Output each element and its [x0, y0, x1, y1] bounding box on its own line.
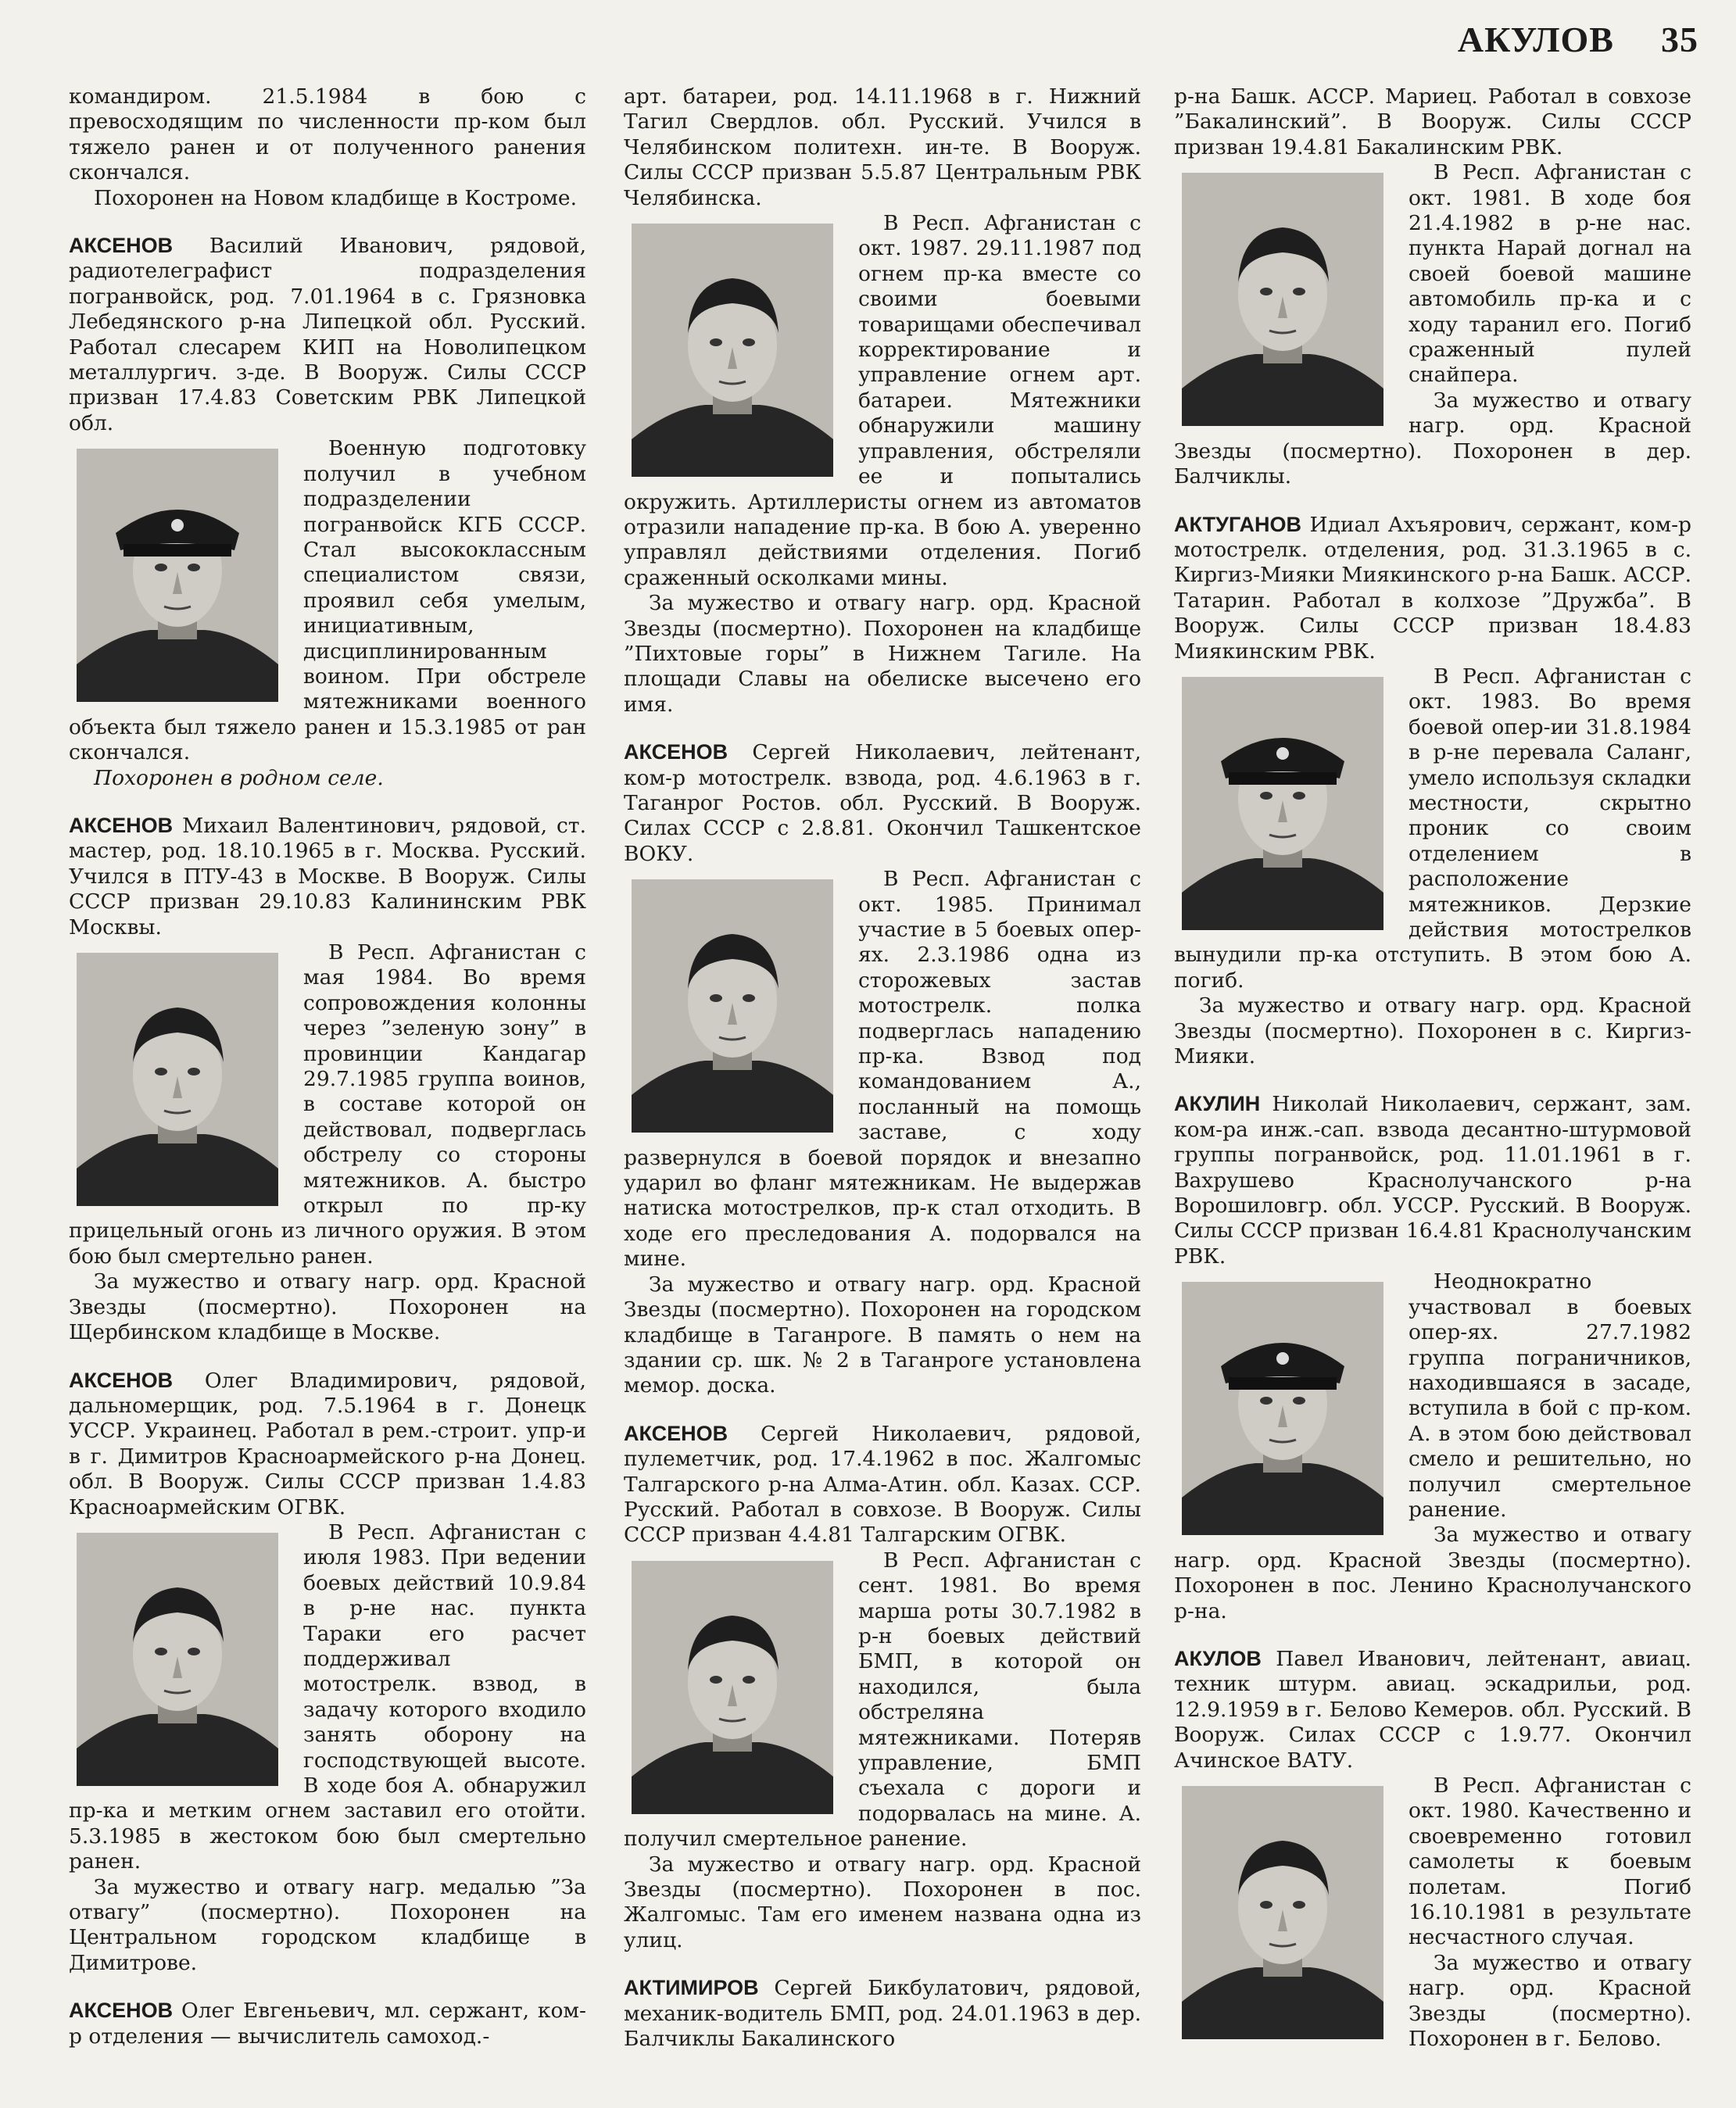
portrait-photo: [624, 871, 841, 1140]
paragraph: В Респ. Афганистан с сент. 1981. Во время марша роты 30.7.1982 в р-н боевых действий БМП, в которой он находился, была обстреляна мятежниками. Потеряв управление, БМП съехала с дороги и подорвалась на мине. А. получил смертельное ранение.: [624, 1548, 1141, 1852]
paragraph: В Респ. Афганистан с окт. 1981. В ходе боя 21.4.1982 в р-не нас. пункта Нарай догнал на своей боевой машине автомобиль пр-ка и с ходу таранил его. Погиб сраженный пулей снайпера.: [1408, 160, 1691, 388]
surname: АКУЛОВ: [1174, 1646, 1262, 1670]
paragraph: Военную подготовку получил в учебном подразделении погранвойск КГБ СССР. Стал высококлассным специалистом связи, проявил себя умелым, инициативным, дисциплинированным воином. При обстреле мятежниками военного объекта был тяжело ранен и 15.3.1985 от ран скончался.: [69, 436, 586, 765]
portrait-photo: [1174, 669, 1391, 938]
entry-lead-text: Михаил Валентинович, рядовой, ст. мастер, род. 18.10.1965 в г. Москва. Русский. Учился в ПТУ-43 в Москве. В Вооруж. Силы СССР призван 29.10.83 Калининским РВК Москвы.: [69, 813, 586, 939]
paragraph: За мужество и отвагу нагр. орд. Красной Звезды (посмертно). Похоронен на Щербинском кладбище в Москве.: [69, 1269, 586, 1345]
surname: АКСЕНОВ: [69, 813, 174, 837]
entry-akulin: [1174, 1091, 1691, 1624]
paragraph: За мужество и отвагу нагр. медалью ”За отвагу” (посмертно). Похоронен на Центральном городском кладбище в Димитрове.: [69, 1874, 586, 1975]
column-2: [624, 84, 1141, 2093]
surname: АКСЕНОВ: [69, 1999, 174, 2023]
entry-lead: [1174, 1091, 1691, 1269]
entry-aksenov-oleg-e: [69, 1998, 586, 2049]
paragraph: В Респ. Афганистан с окт. 1980. Качественно и своевременно готовил самолеты к боевым полетам. Погиб 16.10.1981 в результате несчастного случая.: [1408, 1773, 1691, 1950]
paragraph: За мужество и отвагу нагр. орд. Красной Звезды (посмертно). Похоронен на городском кладбище в Таганроге. В память о нем на здании ср. шк. № 2 в Таганроге установлена мемор. доска.: [624, 1272, 1141, 1398]
entry-akulov: [1174, 1646, 1691, 2053]
portrait-photo: [1174, 1778, 1391, 2047]
entry-lead-text: арт. батареи, род. 14.11.1968 в г. Нижний Тагил Свердлов. обл. Русский. Учился в Челябинском политехн. ин-те. В Вооруж. Силы СССР призван 5.5.87 Центральным РВК Челябинска.: [624, 84, 1141, 210]
entry-lead: [624, 1975, 1141, 2052]
paragraph: командиром. 21.5.1984 в бою с превосходящим по численности пр-ком был тяжело ранен и от полученного ранения скончался.: [69, 84, 586, 185]
portrait-photo: [624, 216, 841, 485]
entry-lead-text: Сергей Бикбулатович, рядовой, механик-водитель БМП, род. 24.01.1963 в дер. Балчиклы Бакалинского: [624, 1976, 1141, 2052]
entry-continuation: [69, 84, 586, 211]
surname: АКСЕНОВ: [69, 1368, 174, 1392]
surname: АКСЕНОВ: [624, 1421, 728, 1445]
column-3: [1174, 84, 1691, 2093]
portrait-photo: [1174, 165, 1391, 434]
paragraph: В Респ. Афганистан с окт. 1985. Принимал участие в 5 боевых опер-ях. 2.3.1986 одна из сторожевых застав мотострелк. полка подверглась нападению пр-ка. Взвод под командованием А., посланный на помощь заставе, с ходу развернулся в боевой порядок и внезапно ударил во фланг мятежникам. Не выдержав натиска мотострелков, пр-к стал отходить. В ходе его преследования А. подорвался на мине.: [624, 867, 1141, 1272]
entry-aksenov-oleg-v: [69, 1368, 586, 1977]
entry-lead-text: Павел Иванович, лейтенант, авиац. техник штурм. авиац. эскадрильи, род. 12.9.1959 в г. Белово Кемеров. обл. Русский. В Вооруж. Силах СССР с 1.9.77. Окончил Ачинское ВАТУ.: [1174, 1646, 1691, 1773]
entry-lead-text: Сергей Николаевич, лейтенант, ком-р мотострелк. взвода, род. 4.6.1963 в г. Таганрог Ростов. обл. Русский. В Вооруж. Силах СССР с 2.8.81. Окончил Ташкентское ВОКУ.: [624, 740, 1141, 866]
surname: АКТУГАНОВ: [1174, 512, 1302, 536]
surname: АКСЕНОВ: [624, 740, 728, 764]
paragraph: Похоронен на Новом кладбище в Костроме.: [94, 185, 577, 210]
portrait-photo: [1174, 1274, 1391, 1543]
entry-aksenov-sergey-lt: [624, 739, 1141, 1399]
entry-lead: [69, 1368, 586, 1520]
entry-lead-text: Идиал Ахъярович, сержант, ком-р мотострелк. отделения, род. 31.3.1965 в с. Киргиз-Мияки Миякинского р-на Башк. АССР. Татарин. Работал в колхозе ”Дружба”. В Вооруж. Силы СССР призван 18.4.83 Миякинским РВК.: [1174, 512, 1691, 664]
paragraph: За мужество и отвагу нагр. орд. Красной Звезды (посмертно). Похоронен в пос. Жалгомыс. Там его именем названа одна из улиц.: [624, 1852, 1141, 1952]
page-number: 35: [1661, 20, 1698, 59]
surname: АКСЕНОВ: [69, 234, 174, 258]
portrait-photo: [69, 1525, 286, 1794]
entry-aktimirov: [624, 1975, 1141, 2052]
entry-lead: [624, 1421, 1141, 1548]
entry-lead-text: Олег Евгеньевич, мл. сержант, ком-р отделения — вычислитель самоход.-: [69, 1999, 586, 2049]
paragraph: За мужество и отвагу нагр. орд. Красной Звезды (посмертно). Похоронен на кладбище ”Пихтовые горы” в Нижнем Тагиле. На площади Славы на обелиске высечено его имя.: [624, 591, 1141, 717]
entry-lead: [1174, 1646, 1691, 1773]
portrait-photo: [69, 945, 286, 1214]
entry-aksenov-oleg-e-cont: [624, 84, 1141, 718]
paragraph: За мужество и отвагу нагр. орд. Красной Звезды (посмертно). Похоронен в г. Белово.: [1408, 1950, 1691, 2052]
running-header: [1458, 19, 1698, 60]
header-title: АКУЛОВ: [1457, 20, 1614, 59]
paragraph: Неоднократно участвовал в боевых опер-ях. 27.7.1982 группа пограничников, находившаяся в засаде, вступила в бой с пр-ком. А. в этом бою действовал смело и решительно, но получил смертельное ранение.: [1408, 1269, 1691, 1522]
portrait-photo: [69, 441, 286, 710]
paragraph: За мужество и отвагу нагр. орд. Красной Звезды (посмертно). Похоронен в пос. Ленино Краснолучанского р-на.: [1174, 1523, 1691, 1623]
entry-lead: [624, 739, 1141, 867]
column-1: [69, 84, 586, 2093]
entry-aksenov-vasiliy: [69, 233, 586, 791]
paragraph: В Респ. Афганистан с июля 1983. При ведении боевых действий 10.9.84 в р-не нас. пункта Тараки его расчет поддерживал мотострелк. взвод, в задачу которого входило занять оборону на господствующей высоте. В ходе боя А. обнаружил пр-ка и метким огнем заставил его отойти. 5.3.1985 в жестоком бою был смертельно ранен.: [69, 1519, 586, 1874]
entry-lead-text: Олег Владимирович, рядовой, дальномерщик, род. 7.5.1964 в г. Донецк УССР. Украинец. Работал в рем.-строит. упр-и в г. Димитров Красноармейского р-на Донец. обл. В Вооруж. Силы СССР призван 1.4.83 Красноармейским ОГВК.: [69, 1368, 586, 1519]
paragraph: В Респ. Афганистан с окт. 1987. 29.11.1987 под огнем пр-ка вместе со своими боевыми товарищами обеспечивал корректирование и управление огнем арт. батареи. Мятежники обнаружили машину управления, обстреляли ее и попытались окружить. Артиллеристы огнем из автоматов отразили нападение пр-ка. В бою А. уверенно управлял действиями отделения. Погиб сраженный осколками мины.: [624, 211, 1141, 590]
entry-aksenov-sergey-pvt: [624, 1421, 1141, 1954]
closing: Похоронен в родном селе.: [94, 765, 384, 790]
entry-aktimirov-cont: [1174, 84, 1691, 490]
entry-lead: [1174, 512, 1691, 664]
entry-lead-text: р-на Башк. АССР. Мариец. Работал в совхозе ”Бакалинский”. В Вооруж. Силы СССР призван 19.4.81 Бакалинским РВК.: [1174, 84, 1691, 159]
paragraph: За мужество и отвагу нагр. орд. Красной Звезды (посмертно). Похоронен в дер. Балчиклы.: [1174, 388, 1691, 489]
entry-lead: [69, 813, 586, 940]
surname: АКТИМИРОВ: [624, 1976, 759, 2000]
paragraph: За мужество и отвагу нагр. орд. Красной Звезды (посмертно). Похоронен в с. Киргиз-Мияки.: [1174, 993, 1691, 1069]
entry-lead-text: Николай Николаевич, сержант, зам. ком-ра инж.-сап. взвода десантно-штурмовой группы погранвойск, род. 11.01.1961 в г. Вахрушево Краснолучанского р-на Ворошиловгр. обл. УССР. Русский. В Вооруж. Силы СССР призван 16.4.81 Краснолучанским РВК.: [1174, 1092, 1691, 1269]
entry-lead-text: Сергей Николаевич, рядовой, пулеметчик, род. 17.4.1962 в пос. Жалгомыс Талгарского р-на Алма-Атин. обл. Казах. ССР. Русский. Работал в совхозе. В Вооруж. Силы СССР призван 4.4.81 Талгарским ОГВК.: [624, 1421, 1141, 1548]
surname: АКУЛИН: [1174, 1092, 1261, 1116]
entry-aksenov-mikhail: [69, 813, 586, 1346]
paragraph: В Респ. Афганистан с окт. 1983. Во время боевой опер-ии 31.8.1984 в р-не перевала Саланг, умело используя складки местности, скрытно проник со своим отделением в расположение мятежников. Дерзкие действия мотострелков вынудили пр-ка отступить. В этом бою А. погиб.: [1174, 664, 1691, 993]
portrait-photo: [624, 1553, 841, 1822]
paragraph: В Респ. Афганистан с мая 1984. Во время сопровождения колонны через ”зеленую зону” в провинции Кандагар 29.7.1985 группа воинов, в составе которой он действовал, подверглась обстрелу со стороны мятежников. А. быстро открыл по пр-ку прицельный огонь из личного оружия. В этом бою был смертельно ранен.: [69, 940, 586, 1269]
entry-lead: [69, 233, 586, 436]
entry-lead: [69, 1998, 586, 2049]
entry-aktuganov: [1174, 512, 1691, 1070]
entry-lead-text: Василий Иванович, рядовой, радиотелеграфист подразделения погранвойск, род. 7.01.1964 в с. Грязновка Лебедянского р-на Липецкой обл. Русский. Работал слесарем КИП на Новолипецком металлургич. з-де. В Вооруж. Силы СССР призван 17.4.83 Советским РВК Липецкой обл.: [69, 234, 586, 435]
